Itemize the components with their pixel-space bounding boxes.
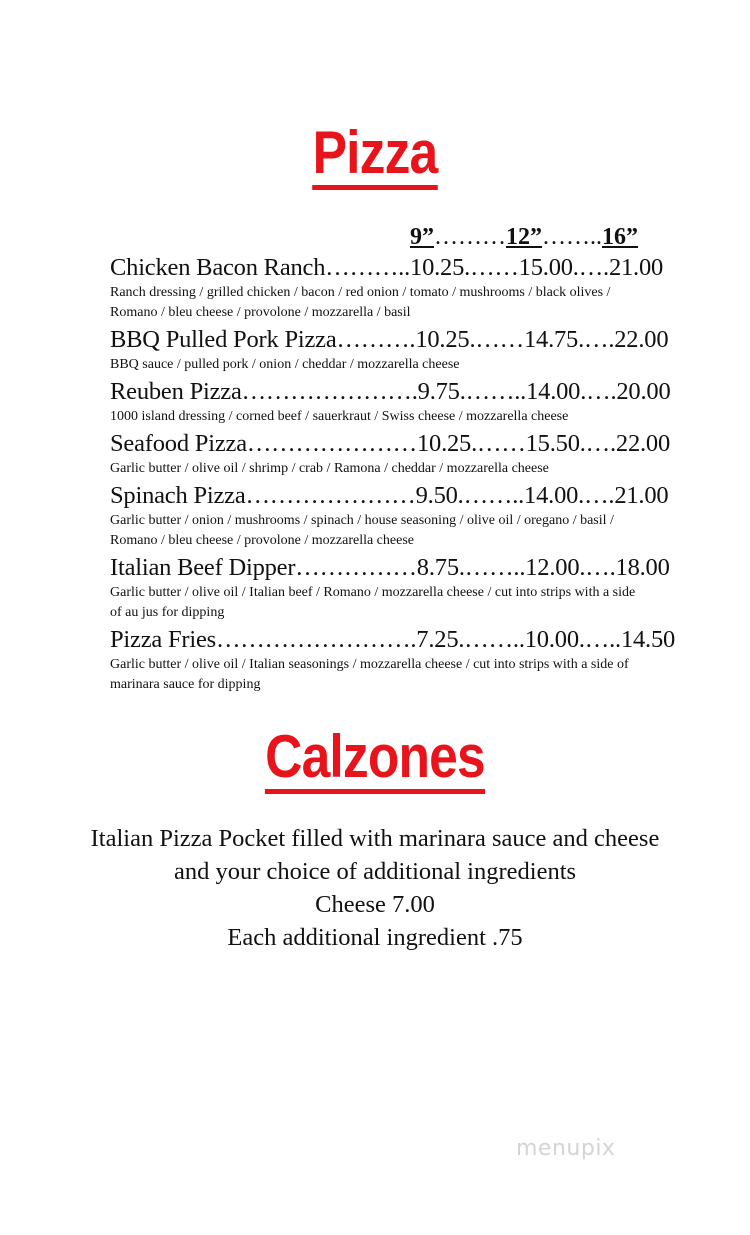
- menu-item-description: Ranch dressing / grilled chicken / bacon / red onion / tomato / mushrooms / black olives / Romano / bleu cheese / provolone / mozzarella / basil: [110, 285, 611, 320]
- menu-item-price-line: Seafood Pizza…………………10.25.……15.50.….22.00: [110, 430, 671, 457]
- menu-item-price-line: Pizza Fries…………………….7.25.……..10.00.…..14.50: [110, 626, 676, 653]
- calzones-section-title: [53, 722, 698, 794]
- menu-item-price-line: Reuben Pizza………………….9.75.……..14.00.….20.00: [110, 378, 671, 405]
- menupix-watermark: menupix: [516, 1136, 616, 1161]
- menu-item-description: Garlic butter / olive oil / Italian seasonings / mozzarella cheese / cut into strips with a side of marinara sauce for dipping: [110, 657, 629, 692]
- menu-item-chicken-bacon-ranch: [110, 253, 664, 323]
- menu-item-reuben: [110, 377, 671, 427]
- menu-item-price-line: Spinach Pizza…………………9.50.……..14.00.….21.00: [110, 482, 669, 509]
- menu-item-price-line: Chicken Bacon Ranch………..10.25.……15.00.….21.00: [110, 254, 664, 281]
- pizza-title-text: Pizza: [313, 123, 438, 190]
- pizza-section-title: [53, 118, 698, 190]
- size-16-label: 16”: [602, 224, 638, 250]
- menu-item-description: Garlic butter / olive oil / Italian beef / Romano / mozzarella cheese / cut into strips with a side of au jus for dipping: [110, 585, 636, 620]
- pizza-menu-list: [110, 253, 676, 697]
- menu-item-spinach: [110, 481, 669, 551]
- calzone-description: [0, 822, 750, 954]
- calzones-title-text: Calzones: [265, 727, 485, 794]
- calzone-line-2: and your choice of additional ingredients: [173, 858, 577, 885]
- size-dots-2: ……..: [542, 224, 602, 250]
- menu-item-seafood: [110, 429, 671, 479]
- menu-item-italian-beef-dipper: [110, 553, 670, 623]
- menu-item-pizza-fries: [110, 625, 676, 695]
- menu-item-description: Garlic butter / olive oil / shrimp / crab / Ramona / cheddar / mozzarella cheese: [110, 461, 549, 476]
- size-9-label: 9”: [410, 224, 434, 250]
- calzone-additional-ingredient-price: Each additional ingredient .75: [227, 924, 523, 951]
- size-12-label: 12”: [506, 224, 542, 250]
- size-column-header: [410, 224, 638, 251]
- calzone-cheese-price: Cheese 7.00: [315, 891, 435, 918]
- menu-item-description: BBQ sauce / pulled pork / onion / cheddar / mozzarella cheese: [110, 357, 460, 372]
- menu-item-bbq-pulled-pork: [110, 325, 669, 375]
- size-dots-1: ………: [434, 224, 506, 250]
- menu-item-description: 1000 island dressing / corned beef / sauerkraut / Swiss cheese / mozzarella cheese: [110, 409, 569, 424]
- menu-item-price-line: BBQ Pulled Pork Pizza……….10.25.……14.75.….22.00: [110, 326, 669, 353]
- calzone-line-1: Italian Pizza Pocket filled with marinara sauce and cheese: [90, 825, 660, 852]
- menu-item-price-line: Italian Beef Dipper……………8.75.……..12.00.….18.00: [110, 554, 670, 581]
- menu-item-description: Garlic butter / onion / mushrooms / spinach / house seasoning / olive oil / oregano / basil / Romano / bleu cheese / provolone / mozzarella cheese: [110, 513, 614, 548]
